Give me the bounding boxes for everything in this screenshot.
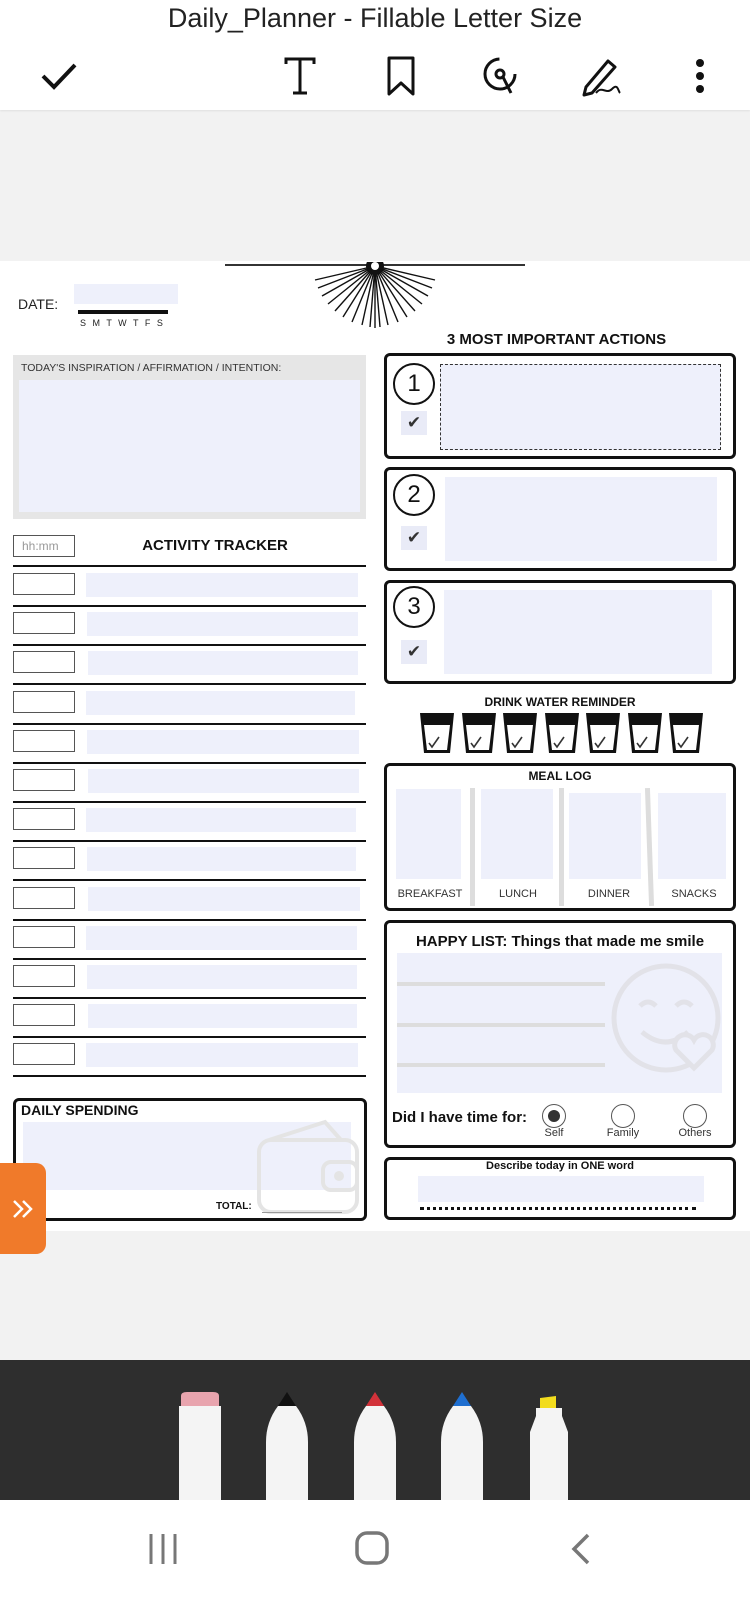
activity-divider [13, 919, 366, 921]
activity-time-input[interactable] [13, 573, 75, 595]
action-number-2: 2 [393, 474, 435, 516]
activity-time-input[interactable] [13, 808, 75, 830]
lunch-field[interactable] [481, 789, 553, 879]
activity-field[interactable] [87, 847, 356, 871]
activity-field[interactable] [88, 769, 359, 793]
date-field[interactable] [74, 284, 178, 304]
action-number-1: 1 [393, 363, 435, 405]
activity-divider [13, 683, 366, 685]
activity-tracker-title: ACTIVITY TRACKER [142, 537, 288, 554]
activity-time-input[interactable] [13, 651, 75, 673]
red-pen-tool[interactable] [352, 1392, 398, 1500]
smiley-heart-icon [608, 960, 728, 1080]
activity-time-input[interactable] [13, 847, 75, 869]
activity-divider [13, 644, 366, 646]
activity-field[interactable] [86, 926, 357, 950]
happy-list-line [397, 1063, 605, 1067]
document-title: Daily_Planner - Fillable Letter Size [167, 3, 583, 33]
time-for-question: Did I have time for: [392, 1109, 528, 1126]
recent-apps-icon[interactable] [145, 1532, 181, 1566]
weekday-selector[interactable]: S M T W T F S [80, 318, 165, 328]
activity-field[interactable] [87, 730, 359, 754]
happy-list-title: HAPPY LIST: Things that made me smile [415, 933, 705, 950]
back-icon[interactable] [568, 1532, 596, 1566]
radio-self[interactable] [542, 1104, 566, 1128]
bookmark-icon[interactable] [377, 52, 425, 100]
black-pen-tool[interactable] [264, 1392, 310, 1500]
activity-divider [13, 801, 366, 803]
home-icon[interactable] [354, 1530, 390, 1566]
one-word-title: Describe today in ONE word [486, 1160, 634, 1172]
check-icon[interactable] [35, 52, 83, 100]
happy-list-line [397, 1023, 605, 1027]
radio-others-label: Others [678, 1127, 712, 1139]
action-checkbox-2[interactable]: ✔ [401, 526, 427, 550]
date-underline [78, 310, 168, 314]
water-cup-icon[interactable] [668, 711, 704, 755]
meal-label-snacks: SNACKS [671, 888, 717, 900]
activity-divider [13, 840, 366, 842]
breakfast-field[interactable] [396, 789, 461, 879]
inspiration-label: TODAY'S INSPIRATION / AFFIRMATION / INTENTION: [21, 362, 282, 374]
date-label: DATE: [18, 296, 59, 312]
action-field-2[interactable] [445, 477, 717, 561]
actions-title: 3 MOST IMPORTANT ACTIONS [446, 331, 667, 348]
activity-field[interactable] [88, 887, 360, 911]
activity-field[interactable] [87, 612, 358, 636]
water-cup-icon[interactable] [585, 711, 621, 755]
activity-field[interactable] [86, 573, 358, 597]
eraser-tool[interactable] [177, 1392, 223, 1500]
activity-divider [13, 879, 366, 881]
activity-field[interactable] [88, 1004, 357, 1028]
water-cup-icon[interactable] [502, 711, 538, 755]
side-panel-handle[interactable] [0, 1163, 46, 1254]
water-cup-icon[interactable] [627, 711, 663, 755]
action-number-3: 3 [393, 586, 435, 628]
activity-divider [13, 958, 366, 960]
activity-time-input[interactable] [13, 1004, 75, 1026]
activity-divider [13, 762, 366, 764]
activity-divider [13, 1075, 366, 1077]
activity-time-input[interactable] [13, 769, 75, 791]
double-chevron-right-icon [11, 1198, 35, 1220]
radio-family-label: Family [606, 1127, 640, 1139]
water-cup-icon[interactable] [461, 711, 497, 755]
dinner-field[interactable] [569, 793, 641, 879]
meal-label-breakfast: BREAKFAST [397, 888, 463, 900]
activity-field[interactable] [86, 1043, 358, 1067]
wallet-icon [255, 1118, 363, 1218]
water-cup-icon[interactable] [419, 711, 455, 755]
radio-self-label: Self [544, 1127, 564, 1139]
meal-label-dinner: DINNER [587, 888, 631, 900]
activity-time-input[interactable] [13, 730, 75, 752]
happy-list-line [397, 982, 605, 986]
action-checkbox-1[interactable]: ✔ [401, 411, 427, 435]
action-field-3[interactable] [444, 590, 712, 674]
radio-others[interactable] [683, 1104, 707, 1128]
blue-pen-tool[interactable] [439, 1392, 485, 1500]
activity-divider [13, 723, 366, 725]
one-word-dotted-line [420, 1207, 696, 1210]
highlighter-tool[interactable] [526, 1392, 572, 1500]
total-label: TOTAL: [216, 1201, 252, 1212]
action-checkbox-3[interactable]: ✔ [401, 640, 427, 664]
water-cup-icon[interactable] [544, 711, 580, 755]
total-field[interactable] [262, 1212, 342, 1213]
inspiration-field[interactable] [19, 380, 360, 512]
activity-field[interactable] [87, 965, 357, 989]
one-word-field[interactable] [418, 1176, 704, 1202]
meal-label-lunch: LUNCH [499, 888, 537, 900]
activity-field[interactable] [88, 651, 358, 675]
more-vertical-icon[interactable] [676, 52, 724, 100]
meal-divider [559, 788, 564, 906]
activity-divider [13, 1036, 366, 1038]
time-input[interactable]: hh:mm [13, 535, 75, 557]
action-field-1[interactable] [440, 364, 721, 450]
activity-time-input[interactable] [13, 1043, 75, 1065]
sunburst-icon [310, 262, 440, 330]
activity-time-input[interactable] [13, 887, 75, 909]
activity-divider [13, 997, 366, 999]
text-tool-icon[interactable] [276, 52, 324, 100]
radio-family[interactable] [611, 1104, 635, 1128]
daily-spending-title: DAILY SPENDING [21, 1102, 139, 1118]
lasso-icon[interactable] [476, 52, 524, 100]
snacks-field[interactable] [658, 793, 726, 879]
activity-time-input[interactable] [13, 691, 75, 713]
activity-divider [13, 605, 366, 607]
water-title: DRINK WATER REMINDER [484, 695, 636, 709]
meal-divider [470, 788, 475, 906]
activity-field[interactable] [86, 691, 355, 715]
activity-time-input[interactable] [13, 612, 75, 634]
activity-time-input[interactable] [13, 926, 75, 948]
meal-log-title: MEAL LOG [528, 769, 592, 783]
activity-time-input[interactable] [13, 965, 75, 987]
pen-edit-icon[interactable] [576, 52, 624, 100]
activity-divider [13, 565, 366, 567]
activity-field[interactable] [86, 808, 356, 832]
